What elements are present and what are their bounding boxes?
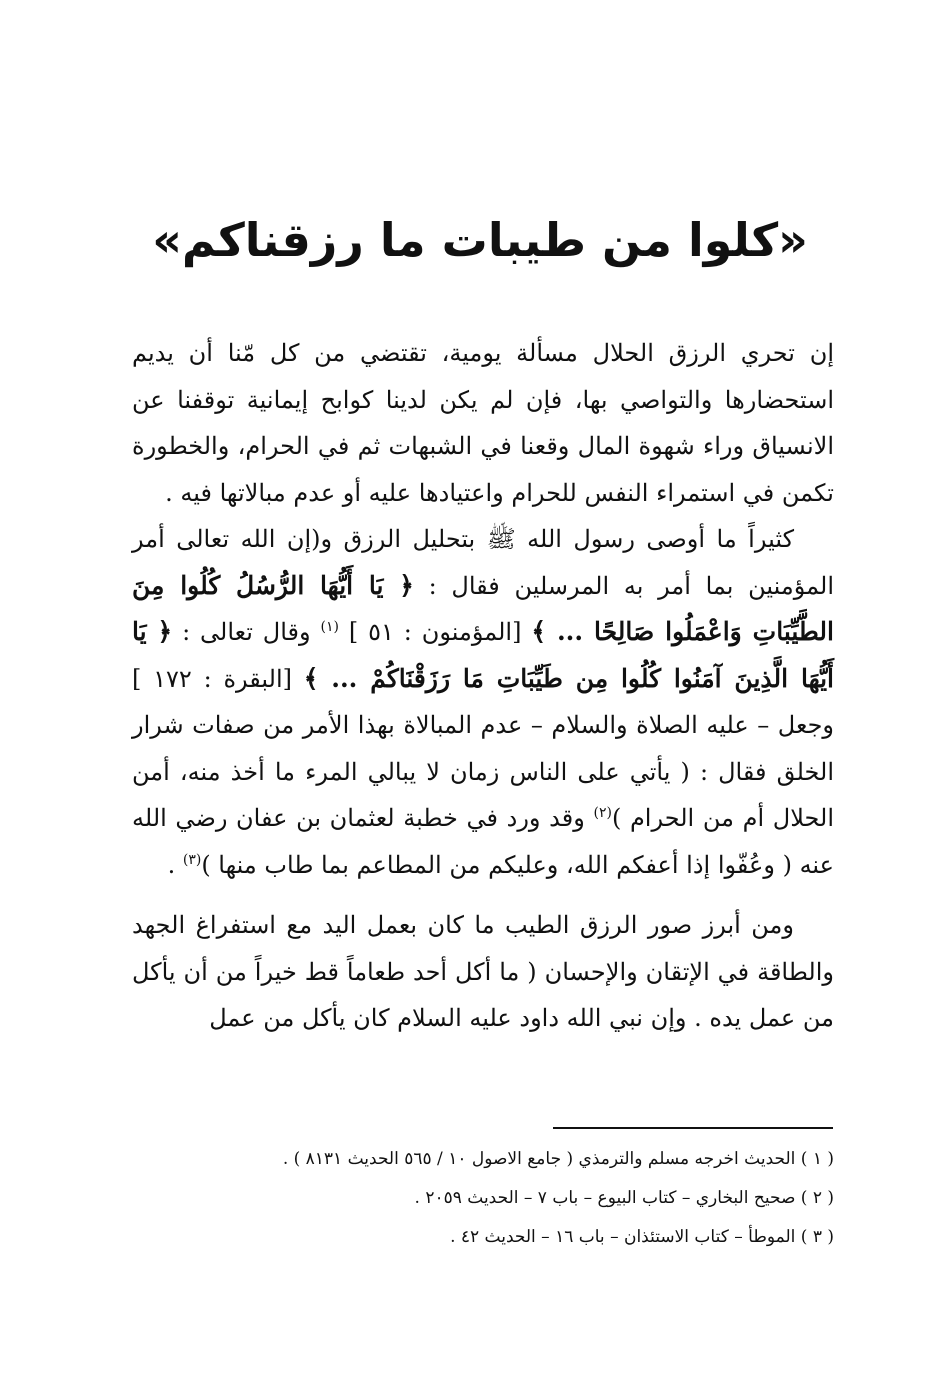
paragraph-3: ومن أبرز صور الرزق الطيب ما كان بعمل اليد مع استفراغ الجهد والطاقة في الإتقان والإحسان ( ما أكل أحد طعاماً قط خيراً من أن يأكل من عمل يده . وإن نبي الله داود عليه السلام كان يأكل من عمل	[132, 911, 834, 1032]
footnote-marker-1: (١)	[320, 619, 339, 635]
chapter-title: «كلوا من طيبات ما رزقناكم»	[152, 213, 808, 267]
paragraph-2-text-f: .	[167, 850, 183, 879]
paragraph-1: إن تحري الرزق الحلال مسألة يومية، تقتضي من كل مّنا أن يديم استحضارها والتواصي بها، فإن لم يكن لدينا كوابح إيمانية توقفنا عن الانسياق وراء شهوة المال وقعنا في الشبهات ثم في الحرام، والخطورة تكمن في استمراء النفس للحرام واعتيادها عليه أو عدم مبالاتها فيه .	[132, 339, 835, 507]
paragraph-2-text-a: كثيراً ما أوصى رسول الله ﷺ بتحليل الرزق و(إن الله تعالى أمر المؤمنين بما أمر به المرسلين فقال :	[132, 525, 835, 600]
quran-verse-1: ﴿ يَا أَيُّهَا الرُّسُلُ كُلُوا مِنَ الطَّيِّبَاتِ وَاعْمَلُوا صَالِحًا ... ﴾	[132, 570, 834, 646]
paragraph-2	[132, 516, 834, 888]
body-text	[132, 330, 834, 1042]
footnote-1: ( ١ ) الحديث اخرجه مسلم والترمذي ( جامع الاصول ١٠ / ٥٦٥ الحديث ٨١٣١ ) .	[282, 1149, 834, 1169]
footnote-marker-2: (٢)	[593, 805, 612, 821]
paragraph-2-text-b: [المؤمنون : ٥١ ]	[338, 618, 532, 646]
footnotes	[150, 1140, 834, 1257]
footnote-divider	[553, 1127, 833, 1129]
paragraph-2-text-e: وقد ورد في خطبة لعثمان بن عفان رضي الله عنه ( وعُفّوا إذا أعفكم الله، وعليكم من المطاعم بما طاب منها )	[132, 804, 834, 879]
paragraph-2-text-d: [البقرة : ١٧٢ ] وجعل – عليه الصلاة والسلام – عدم المبالاة بهذا الأمر من صفات شرار الخلق فقال : ( يأتي على الناس زمان لا يبالي المرء ما أخذ منه، أمن الحلال أم من الحرام )	[132, 664, 834, 832]
footnote-3: ( ٣ ) الموطأ – كتاب الاستئذان – باب ١٦ – الحديث ٤٢ .	[450, 1227, 834, 1247]
footnote-2: ( ٢ ) صحيح البخاري – كتاب البيوع – باب ٧ – الحديث ٢٠٥٩ .	[414, 1188, 834, 1208]
quran-verse-2: ﴿ يَا أَيُّهَا الَّذِينَ آمَنُوا كُلُوا مِن طَيِّبَاتِ مَا رَزَقْنَاكُمْ ... ﴾	[132, 617, 834, 693]
footnote-marker-3: (٣)	[182, 851, 202, 868]
paragraph-2-text-c: وقال تعالى :	[172, 618, 321, 646]
